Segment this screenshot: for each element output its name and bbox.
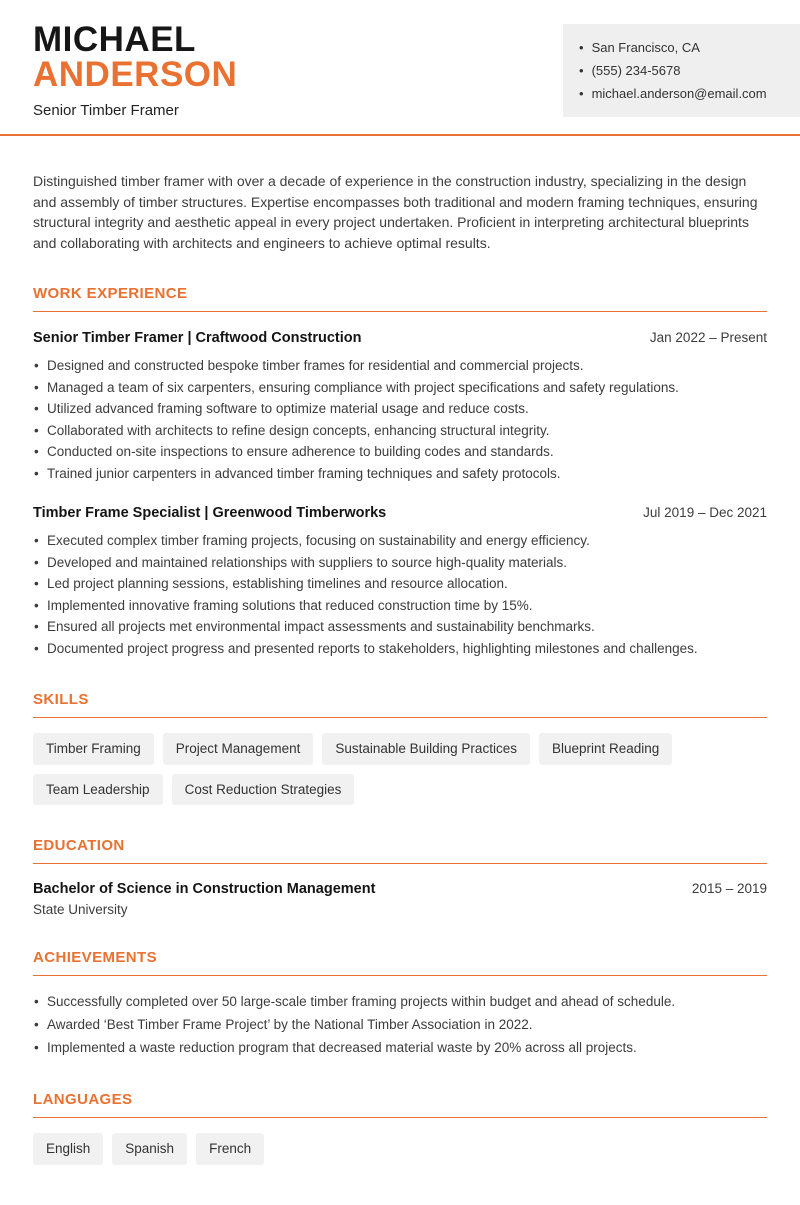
job-entry-title: Timber Frame Specialist | Greenwood Timberworks bbox=[33, 505, 387, 521]
job-dates: Jul 2019 – Dec 2021 bbox=[643, 505, 767, 520]
bullet-item: • Executed complex timber framing projects, focusing on sustainability and energy efficiency. bbox=[33, 530, 767, 552]
bullet-item: • Developed and maintained relationships with suppliers to source high-quality materials. bbox=[33, 552, 767, 574]
bullet-item: • Documented project progress and presented reports to stakeholders, highlighting milestones and challenges. bbox=[33, 638, 767, 660]
candidate-name bbox=[33, 22, 237, 92]
identity-block bbox=[33, 22, 237, 119]
section-achievements bbox=[33, 949, 767, 1059]
skill-tag: Blueprint Reading bbox=[539, 733, 672, 765]
job-bullet-list bbox=[33, 530, 767, 659]
school-name: State University bbox=[33, 902, 128, 917]
bullet-item: • Trained junior carpenters in advanced timber framing techniques and safety protocols. bbox=[33, 463, 767, 485]
bullet-item: • Managed a team of six carpenters, ensuring compliance with project specifications and safety regulations. bbox=[33, 377, 767, 399]
skill-tag: Cost Reduction Strategies bbox=[172, 774, 355, 806]
job-entry bbox=[33, 330, 767, 484]
bullet-item: • Awarded ‘Best Timber Frame Project’ by the National Timber Association in 2022. bbox=[33, 1014, 767, 1037]
skill-tag: Sustainable Building Practices bbox=[322, 733, 530, 765]
language-tag: French bbox=[196, 1133, 264, 1165]
job-header bbox=[33, 505, 767, 521]
bullet-item: • Ensured all projects met environmental impact assessments and sustainability benchmarks. bbox=[33, 616, 767, 638]
language-tag: English bbox=[33, 1133, 103, 1165]
job-header bbox=[33, 330, 767, 346]
section-skills bbox=[33, 691, 767, 805]
skill-tag: Team Leadership bbox=[33, 774, 163, 806]
degree-title: Bachelor of Science in Construction Management bbox=[33, 881, 376, 897]
contact-email: • michael.anderson@email.com bbox=[579, 82, 784, 105]
section-education bbox=[33, 837, 767, 917]
resume-body bbox=[0, 171, 800, 1205]
bullet-item: • Conducted on-site inspections to ensure adherence to building codes and standards. bbox=[33, 441, 767, 463]
education-heading: EDUCATION bbox=[33, 837, 767, 864]
bullet-item: • Led project planning sessions, establishing timelines and resource allocation. bbox=[33, 573, 767, 595]
resume-header bbox=[0, 0, 800, 119]
bullet-item: • Utilized advanced framing software to optimize material usage and reduce costs. bbox=[33, 398, 767, 420]
bullet-item: • Collaborated with architects to refine design concepts, enhancing structural integrity. bbox=[33, 420, 767, 442]
languages-heading: LANGUAGES bbox=[33, 1091, 767, 1118]
work-experience-heading: WORK EXPERIENCE bbox=[33, 285, 767, 312]
summary-text: Distinguished timber framer with over a decade of experience in the construction industry, specializing in the design and assembly of timber structures. Expertise encompasses both traditional and modern framing techniques, ensuring structural integrity and aesthetic appeal in every project undertaken. Proficient in interpreting architectural blueprints and collaborating with architects and engineers to achieve optimal results. bbox=[33, 173, 758, 251]
header-divider bbox=[0, 134, 800, 136]
job-title: Senior Timber Framer bbox=[33, 102, 179, 119]
education-header bbox=[33, 881, 767, 897]
job-entry bbox=[33, 505, 767, 659]
contact-phone: • (555) 234-5678 bbox=[579, 59, 784, 82]
skills-heading: SKILLS bbox=[33, 691, 767, 718]
first-name: MICHAEL bbox=[33, 20, 196, 59]
language-tag-list bbox=[33, 1133, 767, 1165]
contact-location: • San Francisco, CA bbox=[579, 36, 784, 59]
language-tag: Spanish bbox=[112, 1133, 187, 1165]
last-name: ANDERSON bbox=[33, 55, 238, 94]
section-languages bbox=[33, 1091, 767, 1205]
skill-tag: Timber Framing bbox=[33, 733, 154, 765]
skill-tag-list bbox=[33, 733, 767, 805]
bullet-item: • Successfully completed over 50 large-scale timber framing projects within budget and ahead of schedule. bbox=[33, 991, 767, 1014]
education-dates: 2015 – 2019 bbox=[691, 881, 767, 896]
contact-card bbox=[563, 24, 800, 117]
job-dates: Jan 2022 – Present bbox=[649, 330, 767, 345]
job-entry-title: Senior Timber Framer | Craftwood Construction bbox=[33, 330, 362, 346]
section-work-experience bbox=[33, 285, 767, 659]
achievements-heading: ACHIEVEMENTS bbox=[33, 949, 767, 976]
bullet-item: • Implemented a waste reduction program that decreased material waste by 20% across all projects. bbox=[33, 1037, 767, 1060]
skill-tag: Project Management bbox=[163, 733, 314, 765]
achievements-list bbox=[33, 991, 767, 1059]
bullet-item: • Implemented innovative framing solutions that reduced construction time by 15%. bbox=[33, 595, 767, 617]
job-bullet-list bbox=[33, 355, 767, 484]
bullet-item: • Designed and constructed bespoke timber frames for residential and commercial projects. bbox=[33, 355, 767, 377]
